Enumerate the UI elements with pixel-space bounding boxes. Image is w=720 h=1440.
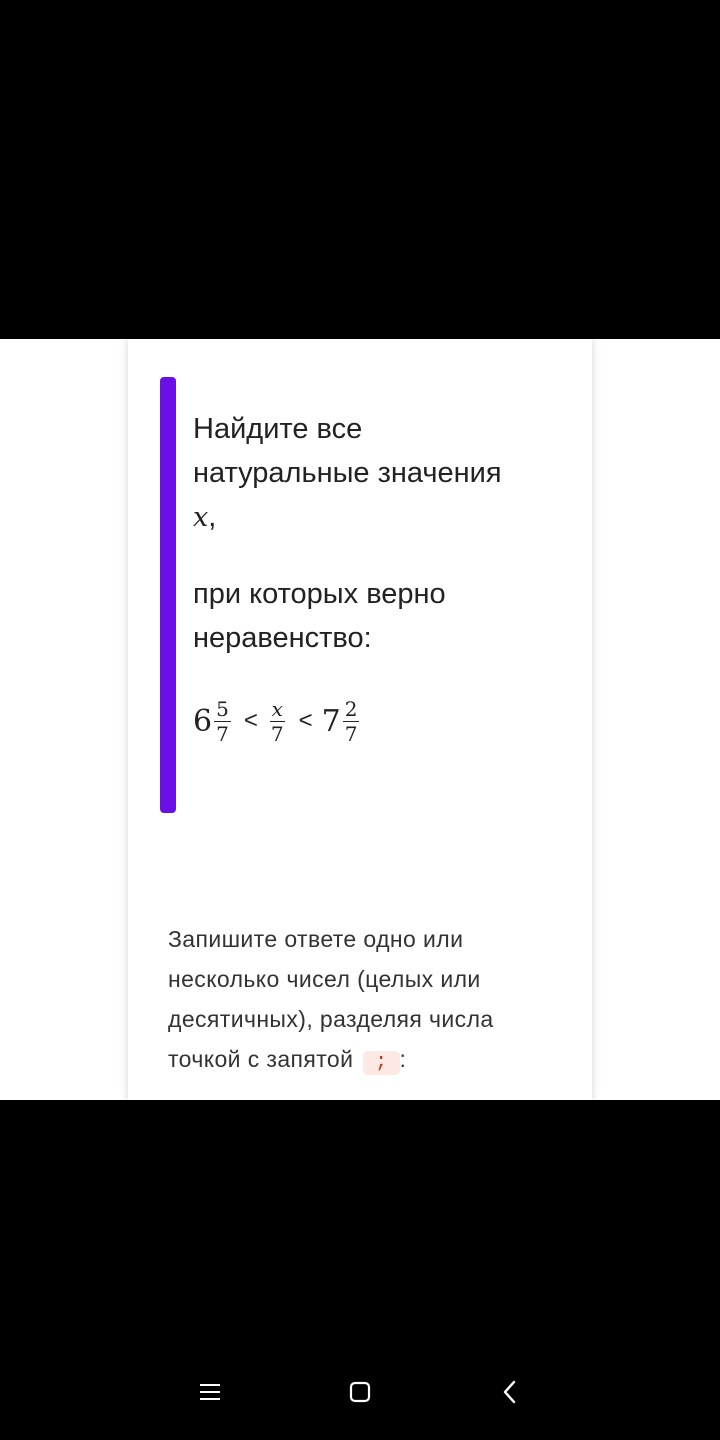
menu-icon[interactable] [190,1372,230,1412]
back-chevron-icon[interactable] [490,1372,530,1412]
content-viewport [0,339,720,1100]
left-numerator: 5 [216,696,229,721]
home-square-icon[interactable] [340,1372,380,1412]
right-whole-part: 7 [321,703,341,739]
left-whole-part: 6 [193,703,213,739]
right-numerator: 2 [344,696,358,721]
right-denominator: 7 [344,721,358,746]
instruction-text: Запишите ответе одно или несколько чисел (целых или десятичных), разделяя числа точкой с запятой [168,926,494,1072]
task-text [193,407,513,660]
task-paragraph-1-text: Найдите все натуральные значения [193,413,502,489]
middle-numerator: x [271,696,283,721]
task-paragraph-1 [193,407,513,540]
accent-bar [160,377,176,813]
middle-denominator: 7 [270,721,284,746]
less-than-sign-2: < [298,707,313,734]
middle-fraction [269,698,286,745]
system-navigation-bar [0,1350,720,1434]
task-paragraph-2: при которых верно неравенство: [193,578,446,654]
task-card [128,339,592,1100]
instruction-trailing: : [399,1046,407,1072]
separator-chip: ; [363,1051,399,1075]
variable-x: x [193,502,209,533]
left-fraction [214,698,231,745]
answer-instruction [168,919,558,1079]
task-statement [160,377,560,813]
inequality-formula [193,691,363,751]
left-denominator: 7 [216,721,229,746]
task-paragraph-1-punct: , [208,501,217,533]
right-fraction [343,698,360,745]
less-than-sign-1: < [243,707,258,734]
